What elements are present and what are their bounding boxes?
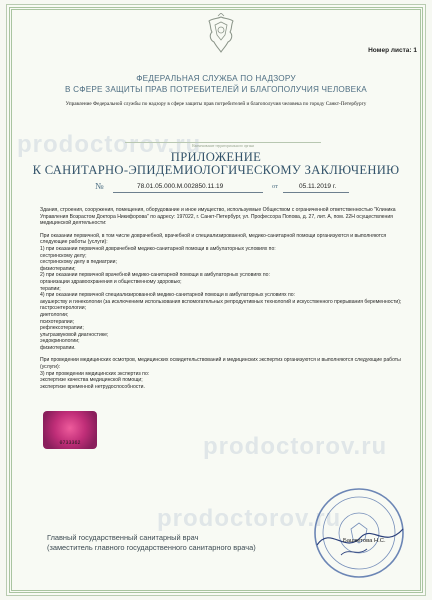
body-paragraph: гастроэнтерологии; [40, 305, 87, 312]
body-paragraph: организации здравоохранения и общественному здоровью; [40, 278, 182, 285]
body-paragraph: экспертизе временной нетрудоспособности. [40, 383, 145, 390]
body-paragraph: рефлексотерапии; [40, 325, 84, 332]
title-line-2: К САНИТАРНО-ЭПИДЕМИОЛОГИЧЕСКОМУ ЗАКЛЮЧЕНИЮ [32, 163, 400, 177]
body-paragraph: физиотерапии. [40, 344, 76, 351]
sheet-number: Номер листа: 1 [368, 47, 417, 54]
watermark: prodoctorov.ru [157, 505, 342, 532]
number-underline [113, 192, 263, 193]
body-paragraph: ультразвуковой диагностике; [40, 331, 109, 338]
agency-line-2: В СФЕРЕ ЗАЩИТЫ ПРАВ ПОТРЕБИТЕЛЕЙ И БЛАГОПОЛУЧИЯ ЧЕЛОВЕКА [65, 85, 367, 94]
body-paragraph: сестринскому делу; [40, 252, 87, 259]
document-title [27, 151, 405, 177]
body-paragraph: физиотерапии; [40, 265, 76, 272]
official-seal-icon [311, 485, 407, 581]
body-paragraph: диетологии; [40, 311, 69, 318]
body-paragraph: эндокринологии; [40, 338, 80, 345]
certificate-sheet [6, 4, 426, 596]
body-paragraph: 2) при оказании первичной врачебной медико-санитарной помощи в амбулаторных условиях по: [40, 272, 270, 279]
document-body [40, 207, 409, 390]
body-paragraph: терапии; [40, 285, 61, 292]
watermark: prodoctorov.ru [203, 433, 388, 460]
agency-name [27, 73, 405, 95]
coat-of-arms-icon [203, 13, 239, 55]
date-underline [283, 192, 349, 193]
body-paragraph: акушерству и гинекологии (за исключением использования вспомогательных репродуктивных технологий и искусственного прерывания беременности); [40, 298, 402, 305]
document-number-line [91, 183, 371, 193]
document-date: 05.11.2019 г. [299, 183, 337, 190]
body-paragraph: 4) при оказании первичной специализированной медико-санитарной помощи в амбулаторных условиях по: [40, 292, 295, 299]
body-paragraph: При проведении медицинских осмотров, медицинских освидетельствований и медицинских экспертиз организуются и выполняются следующие работы (услуги): [40, 357, 401, 371]
signature-line-2: (заместитель главного государственного санитарного врача) [47, 543, 256, 552]
ghost-caption: Наименование территориального органа [125, 142, 321, 148]
body-paragraph: психотерапии; [40, 318, 74, 325]
body-paragraph: 1) при оказании первичной доврачебной медико-санитарной помощи в амбулаторных условиях по: [40, 245, 276, 252]
agency-line-1: ФЕДЕРАЛЬНАЯ СЛУЖБА ПО НАДЗОРУ [136, 74, 296, 83]
stamp-number: 0733362 [59, 440, 81, 446]
signature-caption [47, 533, 256, 553]
title-line-1: ПРИЛОЖЕНИЕ [170, 150, 262, 164]
holographic-stamp [43, 411, 97, 449]
body-paragraph: сестринскому делу в педиатрии; [40, 259, 117, 266]
body-paragraph: 3) при проведении медицинских экспертиз по: [40, 370, 150, 377]
signature-line-1: Главный государственный санитарный врач [47, 533, 199, 542]
body-paragraph: При оказании первичной, в том числе доврачебной, врачебной и специализированной, медико-санитарной помощи организуются и выполняются следующие работы (услуги): [40, 232, 387, 246]
body-paragraph: экспертизе качества медицинской помощи; [40, 377, 143, 384]
document-number: 78.01.05.000.М.002850.11.19 [137, 183, 224, 190]
territorial-office: Управление Федеральной службы по надзору в сфере защиты прав потребителей и благополучия человека по городу Санкт-Петербургу [65, 101, 367, 107]
body-paragraph: Здания, строения, сооружения, помещения, оборудование и иное имущество, используемые Обществом с ограниченной ответственностью "Клиника Управления Возрастом Доктора Никифорова" по адресу: 197022, г. Санкт-Петербург, ул. Профессора Попова, д. 27, лит. А, пом. 22Н осуществления медицинской деятельности: [40, 207, 396, 227]
date-label: от [272, 183, 279, 190]
signer-name: Башкетова Н.С. [343, 538, 386, 544]
watermark: prodoctorov.ru [17, 131, 202, 158]
number-symbol: № [95, 181, 104, 191]
